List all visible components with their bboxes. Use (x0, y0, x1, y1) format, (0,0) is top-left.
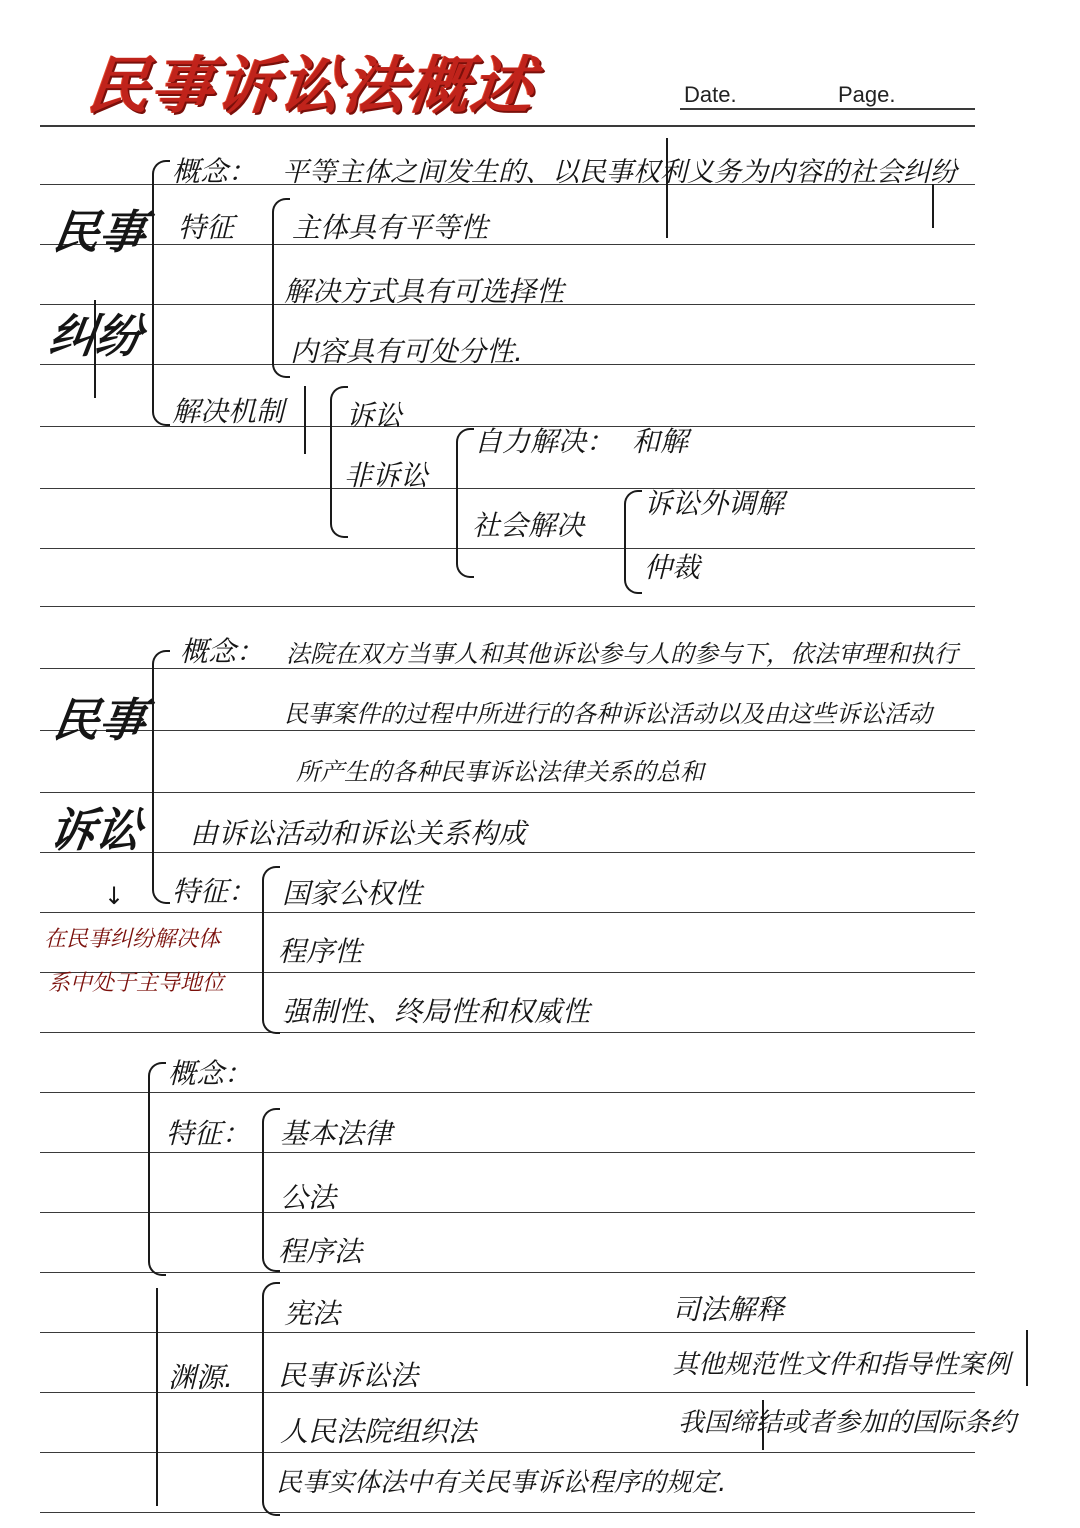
source-item: 人民法院组织法 (280, 1415, 477, 1448)
section1-concept-label: 概念： (172, 155, 257, 188)
ruled-line (40, 730, 975, 731)
source-item: 其他规范性文件和指导性案例 (672, 1350, 1011, 1380)
source-item: 民事诉讼法 (278, 1359, 419, 1392)
social-resolution-label: 社会解决 (472, 509, 585, 542)
social-resolution-item: 诉讼外调解 (644, 487, 785, 520)
section2-concept-line: 法院在双方当事人和其他诉讼参与人的参与下，依法审理和执行 (286, 640, 958, 668)
section2-main-brace (152, 650, 170, 904)
section2-heading-top: 民事 (49, 693, 150, 747)
ruled-line (40, 1512, 975, 1513)
ruled-line (40, 1272, 975, 1273)
ruled-line (40, 1212, 975, 1213)
ruled-line (40, 125, 975, 127)
section1-mechanism-item: 非诉讼 (344, 459, 429, 492)
section1-feature-item: 解决方式具有可选择性 (284, 275, 565, 308)
social-resolution-item: 仲裁 (644, 551, 701, 584)
section3-concept-label: 概念： (168, 1057, 253, 1090)
section2-composition: 由诉讼活动和诉讼关系构成 (190, 817, 527, 850)
section1-main-brace (152, 160, 170, 426)
section1-feature-item: 主体具有平等性 (292, 211, 489, 244)
section1-nonlitigation-brace (456, 428, 474, 578)
self-help-label: 自力解决： (474, 425, 615, 458)
concept-mark-line (666, 138, 668, 238)
section3-sources-connector (156, 1288, 158, 1506)
section2-feature-item: 国家公权性 (282, 877, 423, 910)
page-title: 民事诉讼法概述 (83, 49, 540, 122)
source-item: 民事实体法中有关民事诉讼程序的规定. (276, 1468, 727, 1498)
concept-mark-line (932, 184, 934, 228)
section3-features-label: 特征： (166, 1117, 251, 1150)
section2-side-note: 系中处于主导地位 (48, 971, 225, 996)
ruled-line (40, 1452, 975, 1453)
section3-feature-item: 程序法 (278, 1235, 363, 1268)
section2-concept-label: 概念： (180, 635, 265, 668)
section1-heading-bottom: 纠纷 (45, 309, 146, 363)
section2-feature-item: 程序性 (278, 935, 363, 968)
ruled-line (40, 488, 975, 489)
ruled-line (40, 792, 975, 793)
section2-features-label: 特征： (172, 875, 257, 908)
section3-top-brace (148, 1062, 166, 1276)
section1-feature-item: 内容具有可处分性. (290, 335, 523, 368)
section3-sources-label: 渊源. (168, 1361, 233, 1394)
source-right-mark (762, 1400, 764, 1450)
mechanism-connector (304, 386, 306, 454)
source-right-mark (1026, 1330, 1028, 1386)
section2-feature-item: 强制性、终局性和权威性 (282, 995, 591, 1028)
section1-heading-top: 民事 (49, 205, 150, 259)
social-resolution-brace (624, 490, 642, 594)
section1-features-label: 特征 (178, 211, 235, 244)
section3-feature-item: 公法 (280, 1181, 337, 1214)
section2-side-note: 在民事纠纷解决体 (44, 927, 221, 952)
source-item: 我国缔结或者参加的国际条约 (678, 1408, 1017, 1438)
section3-feature-item: 基本法律 (280, 1117, 393, 1150)
ruled-line (40, 912, 975, 913)
page-label: Page. (838, 82, 896, 107)
ruled-line (40, 1332, 975, 1333)
self-help-value: 和解 (632, 425, 689, 458)
section1-divider (94, 300, 96, 398)
section1-mechanism-item: 诉讼 (346, 399, 403, 432)
source-item: 宪法 (284, 1297, 341, 1330)
ruled-line (40, 1152, 975, 1153)
section1-concept-text: 平等主体之间发生的、以民事权利义务为内容的社会纠纷 (282, 157, 957, 188)
ruled-line (40, 1032, 975, 1033)
section1-mechanism-label: 解决机制 (172, 395, 285, 428)
ruled-line (40, 852, 975, 853)
section2-concept-line: 所产生的各种民事诉讼法律关系的总和 (296, 758, 704, 786)
ruled-line (680, 108, 975, 110)
source-item: 司法解释 (672, 1293, 785, 1326)
section2-concept-line: 民事案件的过程中所进行的各种诉讼活动以及由这些诉讼活动 (284, 700, 932, 728)
ruled-line (40, 548, 975, 549)
ruled-line (40, 606, 975, 607)
ruled-line (40, 1092, 975, 1093)
section2-heading-bottom: 诉讼 (45, 803, 146, 857)
date-label: Date. (684, 82, 737, 107)
down-arrow-icon: ↓ (104, 882, 125, 910)
